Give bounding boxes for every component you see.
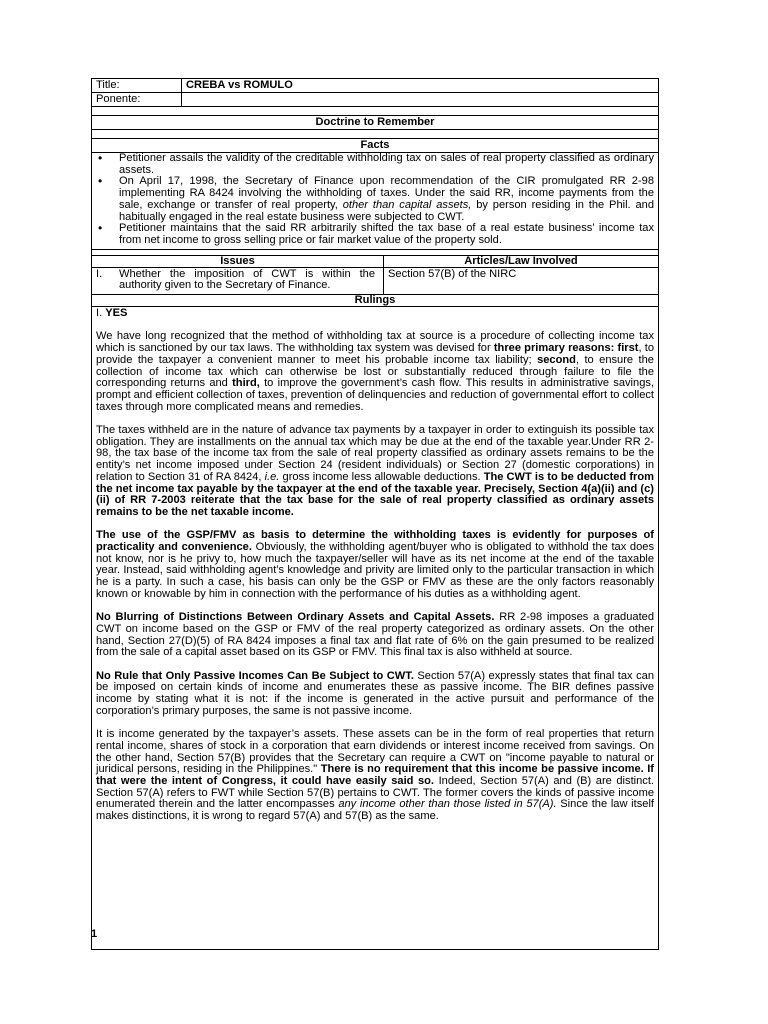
title-row: [92, 79, 658, 93]
text-run: Obviously, the withholding agent/buyer who is obligated to withhold the tax does not know, nor is he privy to, how much the taxpayer/seller will have as its net income at the end of the taxable year. Instead, said withholding agent’s knowledge and privity are limited only to the particular transaction in which he is a party. In such a case, his basis can only be the GSP or FMV as these are the only factors reasonably known or knowable by him in connection with the performance of his duties as a withholding agent.: [96, 541, 654, 600]
bold-text: third,: [232, 377, 260, 390]
fact-item: [92, 153, 654, 176]
ruling-paragraph: [96, 425, 654, 519]
ruling-paragraph: [96, 331, 654, 413]
text-run: RR 2-98 imposes a graduated CWT on income based on the GSP or FMV of the real property categorized as ordinary assets. On the other hand, Section 27(D)(5) of RA 8424 imposes a final tax and flat rate of 6% on the gain presumed to be realized from the sale of a capital asset based on its GSP or FMV. This final tax is also withheld at source.: [96, 611, 654, 659]
rulings-heading: Rulings: [92, 295, 658, 307]
bold-text: The CWT is to be deducted from the net income tax payable by the taxpayer at the end of the taxable year. Precisely, Section 4(a)(ii) and (c)(ii) of RR 7-2003 reiterate that the tax base for the sale of real property classified as ordinary assets remains to be the net taxable income.: [96, 470, 654, 518]
bold-text: three primary reasons: first: [493, 342, 639, 355]
issue-text: Whether the imposition of CWT is within the authority given to the Secretary of Finance.: [119, 267, 375, 292]
bold-text: No Blurring of Distinctions Between Ordinary Assets and Capital Assets.: [96, 611, 495, 624]
bold-text: No Rule that Only Passive Incomes Can Be Subject to CWT.: [96, 669, 414, 682]
issues-heading: Issues: [92, 256, 384, 267]
doctrine-body: [92, 130, 658, 139]
text-run: The taxes withheld are in the nature of advance tax payments by a taxpayer in order to extinguish its possible tax obligation. They are installments on the annual tax which may be due at the end of the taxable year.Under RR 2-98, the tax base of the income tax from the sale of real property classified as ordinary assets remains to be the entity’s net income imposed under Section 24 (resident individuals) or Section 27 (domestic corporations) in relation to Section 31 of RA 8424,: [96, 424, 654, 483]
text-run: , to ensure the collection of income tax which can otherwise be lost or substantially reduced through failure to file the corresponding returns and: [96, 353, 654, 390]
text-run: I.: [96, 307, 106, 320]
text-run: to improve the government’s cash flow. This results in administrative savings, prompt and efficient collection of taxes, prevention of delinquencies and reduction of governmental effort to collect taxes through more complicated means and remedies.: [96, 377, 654, 413]
case-title: CREBA vs ROMULO: [186, 79, 293, 91]
text-run: by person residing in the Phil. and habitually engaged in the real estate business were subjected to CWT.: [119, 198, 654, 223]
ruling-paragraph: [96, 671, 654, 718]
bold-text: There is no requirement that this income be passive income. If that were the intent of Congress, it could have easily said so.: [96, 763, 655, 788]
ruling-answer: [96, 308, 654, 320]
text-run: We have long recognized that the method of withholding tax at source is a procedure of collecting income tax which is sanctioned by our tax laws. The withholding tax system was devised for: [96, 330, 654, 355]
facts-section: [92, 153, 658, 250]
text-run: Petitioner maintains that the said RR arbitrarily shifted the tax base of a real estate business’ income tax from net income to gross selling price or fair market value of the property sold.: [119, 222, 654, 246]
text-run: Indeed, Section 57(A) and (B) are distinct. Section 57(A) refers to FWT while Section 57(B) pertains to CWT. The former covers the kinds of passive income enumerated therein and the latter encompasses: [96, 775, 654, 811]
spacer-row: [92, 107, 658, 116]
issues-law-header: [92, 256, 658, 268]
ponente-row: [92, 93, 658, 107]
issues-law-row: [92, 268, 658, 295]
issue-number: I.: [96, 267, 103, 280]
page-number: 1: [91, 928, 98, 940]
case-digest-table: [91, 78, 659, 950]
ruling-paragraph: [96, 612, 654, 659]
italic-text: other than capital assets,: [342, 198, 472, 211]
text-run: Petitioner assails the validity of the creditable withholding tax on sales of real property classified as ordinary assets.: [119, 152, 654, 176]
italic-text: i.e.: [264, 470, 280, 483]
text-run: Since the law itself makes distinctions, it is wrong to regard 57(A) and 57(B) as the same.: [96, 798, 654, 823]
law-cell: Section 57(B) of the NIRC: [388, 267, 517, 280]
italic-text: any income other than those listed in 57(A).: [338, 798, 557, 811]
fact-item: [92, 176, 654, 223]
ruling-paragraph: [96, 729, 654, 823]
rulings-section: [92, 307, 658, 823]
bold-text: The use of the GSP/FMV as basis to determine the withholding taxes is evidently for purposes of practicality and convenience.: [96, 529, 654, 554]
doctrine-heading: Doctrine to Remember: [92, 116, 658, 130]
bold-text: second: [537, 353, 576, 366]
law-heading: Articles/Law Involved: [464, 254, 578, 267]
text-run: Section 57(A) expressly states that final tax can be imposed on certain kinds of income and enumerates these as passive income. The BIR defines passive income by stating what it is not: if the income is generated in the active pursuit and performance of the corporation’s primary purposes, the same is not passive income.: [96, 669, 654, 717]
fact-item: [92, 223, 654, 246]
text-run: gross income less allowable deductions.: [279, 470, 484, 483]
ponente-value: [182, 93, 186, 106]
title-label: Title:: [92, 79, 182, 92]
issue-cell: [92, 268, 384, 294]
facts-list: [92, 153, 658, 249]
facts-heading: Facts: [92, 139, 658, 153]
ruling-paragraph: [96, 530, 654, 600]
ponente-label: Ponente:: [92, 93, 182, 106]
text-run: , to provide the taxpayer a convenient manner to meet his probable income tax liability;: [96, 342, 654, 366]
text-run: On April 17, 1998, the Secretary of Finance upon recommendation of the CIR promulgated RR 2-98 implementing RA 8424 involving the withholding of taxes. Under the said RR, income payments from the sale, exchange or transfer of real property,: [119, 175, 654, 211]
bold-text: YES: [105, 307, 128, 320]
text-run: It is income generated by the taxpayer’s assets. These assets can be in the form of real properties that return rental income, shares of stock in a corporation that earn dividends or interest income received from savings. On the other hand, Section 57(B) provides that the Secretary can require a CWT on "income payable to natural or juridical persons, residing in the Philippines.": [96, 728, 654, 776]
